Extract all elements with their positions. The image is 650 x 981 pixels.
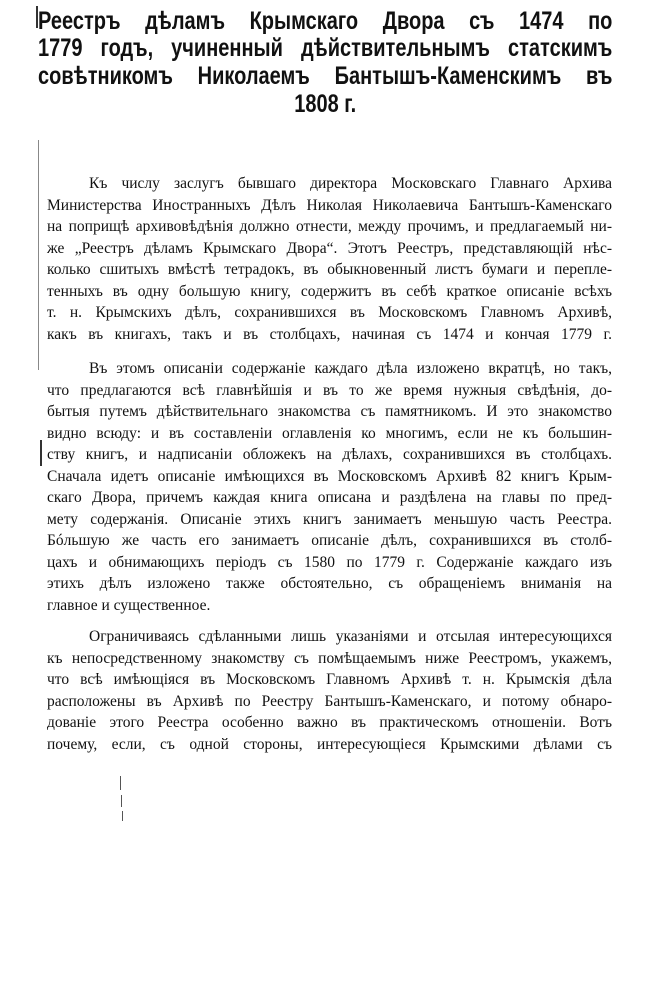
text-line: Въ этомъ описаніи содержаніе каждаго дѣла изложено вкратцѣ, но такъ, xyxy=(89,360,612,377)
text-line: Министерства Иностранныхъ Дѣлъ Николая Николаевича Бантышъ-Каменскаго xyxy=(47,196,612,214)
text-line: т. н. Крымскихъ дѣлъ, сохранившихся въ Московскомъ Главномъ Архивѣ, xyxy=(47,304,612,321)
text-line: скаго Двора, причемъ каждая книга описана и раздѣлена на главы по пред- xyxy=(47,489,612,506)
text-line: что предлагаются всѣ главнѣйшія и въ то же время нужныя свѣдѣнія, до- xyxy=(47,381,612,399)
title-line: 1808 г. xyxy=(294,90,357,118)
text-line: Бóльшую же часть его занимаетъ описаніе дѣлъ, сохранившихся въ столб- xyxy=(47,532,612,549)
title-line: совѣтникомъ Николаемъ Бантышъ-Каменскимъ въ xyxy=(38,62,613,90)
text-line: же „Реестръ дѣламъ Крымскаго Двора“. Этотъ Реестръ, представляющій нѣс- xyxy=(47,239,612,257)
text-line: Ограничиваясь сдѣланными лишь указаніями и отсылая интересующихся xyxy=(89,628,612,645)
text-line: Сначала идетъ описаніе имѣющихся въ Московскомъ Архивѣ 82 книгъ Крым- xyxy=(47,467,612,485)
text-line: видно всюду: и въ составленіи оглавленія ко многимъ, если не къ большин- xyxy=(47,424,612,442)
text-line: главное и существенное. xyxy=(47,596,211,614)
title-line: 1779 годъ, учиненный дѣйствительнымъ статскимъ xyxy=(38,34,613,62)
text-line: этихъ дѣлъ изложено также обстоятельно, съ обращеніемъ вниманія на xyxy=(47,575,612,592)
text-line: колько сшитыхъ вмѣстѣ тетрадокъ, въ обыкновенный листъ бумаги и перепле- xyxy=(47,261,612,278)
text-line: на поприщѣ архивовѣдѣнія должно отнести, между прочимъ, и предлагаемый ни- xyxy=(47,218,612,235)
scan-mark xyxy=(36,6,38,28)
text-line: Къ числу заслугъ бывшаго директора Московскаго Главнаго Архива xyxy=(89,175,612,192)
text-line: тенныхъ въ одну большую книгу, содержитъ въ себѣ краткое описаніе всѣхъ xyxy=(47,282,612,300)
title-line: Реестръ дѣламъ Крымскаго Двора съ 1474 по xyxy=(38,7,613,35)
scan-mark xyxy=(120,776,121,790)
scan-mark xyxy=(40,440,42,466)
text-line: бытыя путемъ дѣйствительнаго знакомства съ памятникомъ. И это знакомство xyxy=(47,403,612,420)
text-line: какъ въ книгахъ, такъ и въ столбцахъ, начиная съ 1474 и кончая 1779 г. xyxy=(47,325,612,343)
text-line: мету содержанія. Описаніе этихъ книгъ занимаетъ меньшую часть Реестра. xyxy=(47,510,612,528)
scan-mark xyxy=(121,795,122,807)
text-line: цахъ и обнимающихъ періодъ съ 1580 по 1779 г. Содержаніе каждаго изъ xyxy=(47,553,612,571)
text-line: ству книгъ, и надписаніи обложекъ на дѣлахъ, сохранившихся въ столбцахъ. xyxy=(47,446,612,463)
text-line: къ непосредственному знакомству съ помѣщаемымъ ниже Реестромъ, укажемъ, xyxy=(47,649,612,667)
text-line: почему, если, съ одной стороны, интересующіеся Крымскими дѣлами съ xyxy=(47,735,612,753)
text-line: дованіе этого Реестра особенно важно въ практическомъ отношеніи. Вотъ xyxy=(47,714,612,731)
text-line: расположены въ Архивѣ по Реестру Бантышъ-Каменскаго, и потому обнаро- xyxy=(47,692,612,710)
scan-mark xyxy=(38,140,39,370)
scan-mark xyxy=(122,811,123,821)
text-line: что всѣ имѣющіяся въ Московскомъ Главномъ Архивѣ т. н. Крымскія дѣла xyxy=(47,671,612,688)
